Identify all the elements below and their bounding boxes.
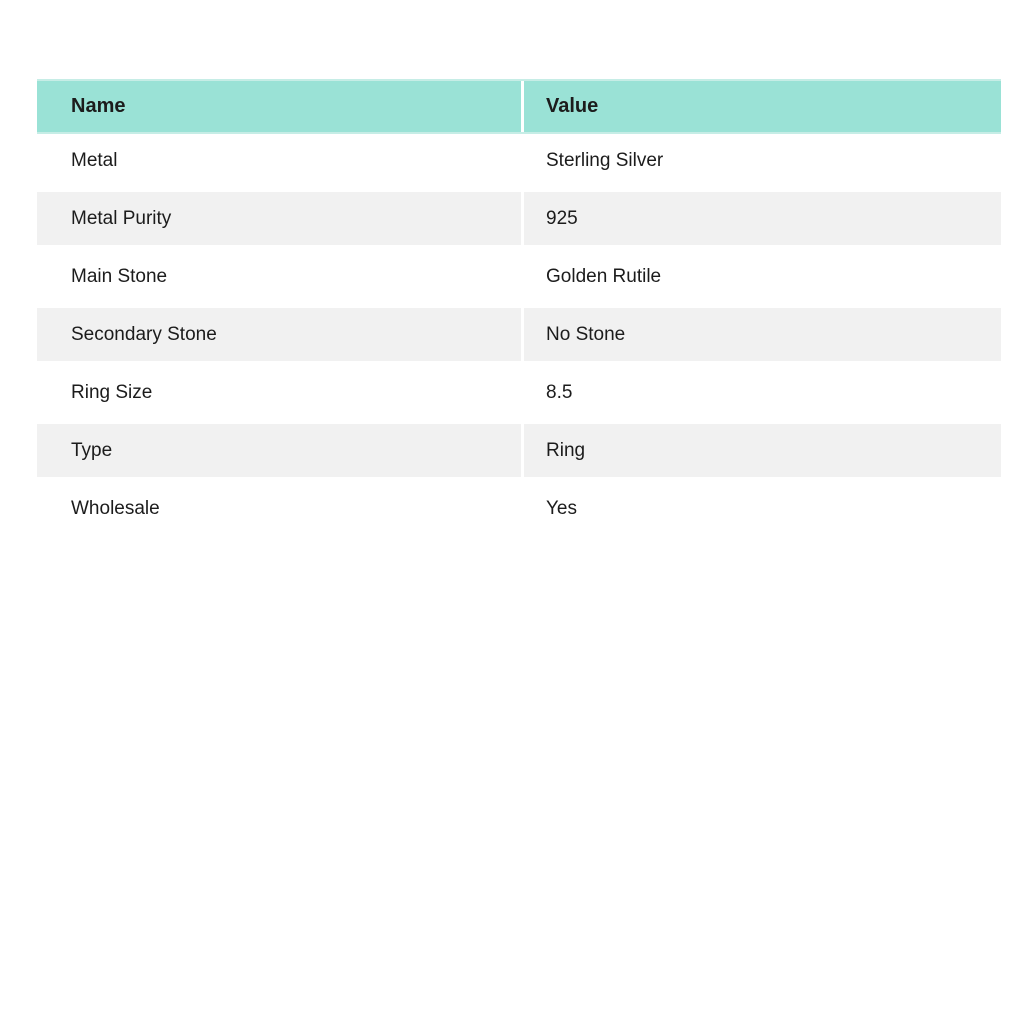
row-value-cell: Golden Rutile <box>546 265 662 287</box>
row-value-cell: 925 <box>546 207 578 229</box>
table-header-row <box>37 79 1001 134</box>
table-row <box>37 482 1001 540</box>
row-name-cell: Type <box>37 424 524 477</box>
product-spec-table <box>37 79 1001 540</box>
row-value-cell: No Stone <box>546 323 626 345</box>
table-row <box>37 424 1001 482</box>
table-row <box>37 192 1001 250</box>
row-name-cell: Ring Size <box>37 366 524 419</box>
table-row <box>37 134 1001 192</box>
table-body <box>37 134 1001 540</box>
row-name-cell: Main Stone <box>37 250 524 303</box>
row-name-cell: Metal Purity <box>37 192 524 245</box>
table-row <box>37 366 1001 424</box>
table-row <box>37 250 1001 308</box>
row-value-cell: Ring <box>546 439 586 461</box>
row-name-cell: Secondary Stone <box>37 308 524 361</box>
row-name-cell: Wholesale <box>37 482 524 535</box>
header-cell-value: Value <box>546 95 599 117</box>
header-cell-name: Name <box>37 81 524 132</box>
row-value-cell: 8.5 <box>546 381 573 403</box>
table-row <box>37 308 1001 366</box>
row-value-cell: Sterling Silver <box>546 149 664 171</box>
row-name-cell: Metal <box>37 134 524 187</box>
row-value-cell: Yes <box>546 497 577 519</box>
